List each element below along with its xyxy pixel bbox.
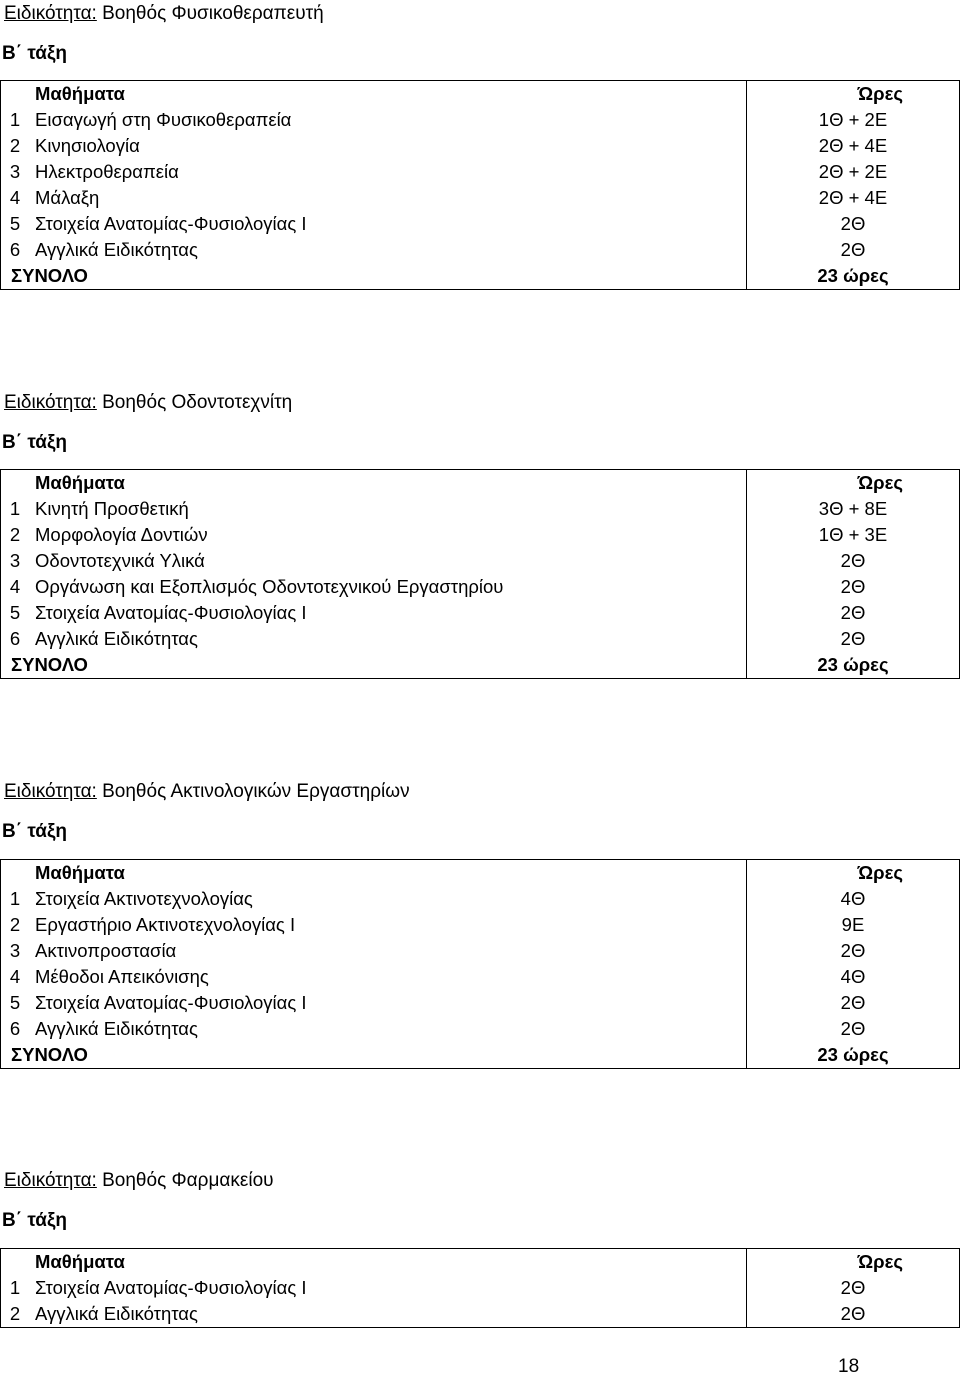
row-num: 6 — [1, 1016, 30, 1042]
row-num: 5 — [1, 600, 30, 626]
specialty-title — [0, 0, 960, 28]
specialty-label: Ειδικότητα: — [4, 3, 97, 24]
courses-table — [0, 469, 960, 679]
row-course: Μάλαξη — [29, 185, 747, 211]
total-value: 23 ώρες — [747, 263, 960, 290]
table-row — [1, 574, 960, 600]
table-row — [1, 990, 960, 1016]
specialty-name: Βοηθός Ακτινολογικών Εργαστηρίων — [96, 781, 410, 802]
header-hours: Ώρες — [747, 81, 960, 108]
table-row — [1, 496, 960, 522]
row-course: Εισαγωγή στη Φυσικοθεραπεία — [29, 107, 747, 133]
row-num: 3 — [1, 938, 30, 964]
table-row — [1, 886, 960, 912]
header-hours: Ώρες — [747, 860, 960, 887]
table-row — [1, 133, 960, 159]
total-row — [1, 263, 960, 290]
specialty-title — [0, 778, 960, 806]
header-course: Μαθήματα — [29, 470, 747, 497]
table-row — [1, 548, 960, 574]
row-hours: 2Θ — [747, 626, 960, 652]
header-course: Μαθήματα — [29, 1249, 747, 1276]
table-row — [1, 600, 960, 626]
row-hours: 3Θ + 8Ε — [747, 496, 960, 522]
row-hours: 2Θ — [747, 1301, 960, 1328]
row-hours: 2Θ — [747, 211, 960, 237]
courses-table — [0, 859, 960, 1069]
row-hours: 4Θ — [747, 886, 960, 912]
specialty-label: Ειδικότητα: — [4, 781, 97, 802]
section-dental-technician — [0, 389, 960, 457]
row-course: Οδοντοτεχνικά Υλικά — [29, 548, 747, 574]
table-row — [1, 964, 960, 990]
table-row — [1, 185, 960, 211]
row-num: 3 — [1, 159, 30, 185]
row-hours: 2Θ + 2Ε — [747, 159, 960, 185]
grade-label: Β΄ τάξη — [2, 1210, 68, 1231]
row-course: Αγγλικά Ειδικότητας — [29, 626, 747, 652]
table-row — [1, 107, 960, 133]
row-course: Στοιχεία Ανατομίας-Φυσιολογίας Ι — [29, 211, 747, 237]
total-value: 23 ώρες — [747, 1042, 960, 1069]
row-num: 5 — [1, 990, 30, 1016]
row-hours: 2Θ — [747, 1016, 960, 1042]
row-course: Μορφολογία Δοντιών — [29, 522, 747, 548]
row-hours: 2Θ — [747, 938, 960, 964]
row-course: Ακτινοπροστασία — [29, 938, 747, 964]
row-num: 1 — [1, 107, 30, 133]
row-hours: 2Θ — [747, 548, 960, 574]
row-course: Κινητή Προσθετική — [29, 496, 747, 522]
row-hours: 2Θ + 4Ε — [747, 185, 960, 211]
specialty-name: Βοηθός Φαρμακείου — [96, 1170, 274, 1191]
table-row — [1, 522, 960, 548]
row-num: 6 — [1, 626, 30, 652]
row-num: 3 — [1, 548, 30, 574]
courses-table — [0, 1248, 960, 1328]
header-hours: Ώρες — [747, 470, 960, 497]
total-label: ΣΥΝΟΛΟ — [1, 652, 747, 679]
row-hours: 2Θ + 4Ε — [747, 133, 960, 159]
table-row — [1, 1275, 960, 1301]
row-hours: 2Θ — [747, 574, 960, 600]
specialty-label: Ειδικότητα: — [4, 1170, 97, 1191]
table-row — [1, 626, 960, 652]
row-course: Στοιχεία Ανατομίας-Φυσιολογίας Ι — [29, 600, 747, 626]
row-num: 2 — [1, 1301, 30, 1328]
row-num: 1 — [1, 496, 30, 522]
grade-label: Β΄ τάξη — [2, 43, 68, 64]
header-course: Μαθήματα — [29, 81, 747, 108]
row-course: Στοιχεία Ανατομίας-Φυσιολογίας Ι — [29, 990, 747, 1016]
header-course: Μαθήματα — [29, 860, 747, 887]
row-hours: 4Θ — [747, 964, 960, 990]
table-row — [1, 1301, 960, 1328]
specialty-title — [0, 1167, 960, 1195]
table-header-row — [1, 860, 960, 887]
row-num: 2 — [1, 522, 30, 548]
row-course: Οργάνωση και Εξοπλισμός Οδοντοτεχνικού Εργαστηρίου — [29, 574, 747, 600]
row-hours: 1Θ + 2Ε — [747, 107, 960, 133]
section-pharmacy — [0, 1167, 960, 1235]
row-num: 1 — [1, 1275, 30, 1301]
row-hours: 1Θ + 3Ε — [747, 522, 960, 548]
row-hours: 9Ε — [747, 912, 960, 938]
row-hours: 2Θ — [747, 1275, 960, 1301]
page-number: 18 — [838, 1356, 860, 1377]
grade-label: Β΄ τάξη — [2, 432, 68, 453]
row-course: Αγγλικά Ειδικότητας — [29, 237, 747, 263]
courses-table — [0, 80, 960, 290]
row-hours: 2Θ — [747, 990, 960, 1016]
specialty-name: Βοηθός Φυσικοθεραπευτή — [96, 3, 324, 24]
table-header-row — [1, 81, 960, 108]
row-num: 6 — [1, 237, 30, 263]
row-num: 5 — [1, 211, 30, 237]
specialty-title — [0, 389, 960, 417]
row-hours: 2Θ — [747, 237, 960, 263]
table-row — [1, 211, 960, 237]
row-course: Αγγλικά Ειδικότητας — [29, 1016, 747, 1042]
table-header-row — [1, 1249, 960, 1276]
grade-label: Β΄ τάξη — [2, 821, 68, 842]
table-row — [1, 912, 960, 938]
table-header-row — [1, 470, 960, 497]
table-row — [1, 938, 960, 964]
table-row — [1, 237, 960, 263]
row-num: 1 — [1, 886, 30, 912]
row-course: Μέθοδοι Απεικόνισης — [29, 964, 747, 990]
row-course: Ηλεκτροθεραπεία — [29, 159, 747, 185]
table-row — [1, 159, 960, 185]
table-row — [1, 1016, 960, 1042]
row-course: Στοιχεία Ακτινοτεχνολογίας — [29, 886, 747, 912]
section-radiology-labs — [0, 778, 960, 846]
row-course: Εργαστήριο Ακτινοτεχνολογίας Ι — [29, 912, 747, 938]
row-num: 4 — [1, 574, 30, 600]
total-row — [1, 652, 960, 679]
header-hours: Ώρες — [747, 1249, 960, 1276]
row-course: Αγγλικά Ειδικότητας — [29, 1301, 747, 1328]
total-row — [1, 1042, 960, 1069]
row-num: 4 — [1, 964, 30, 990]
specialty-name: Βοηθός Οδοντοτεχνίτη — [96, 392, 293, 413]
section-physiotherapy — [0, 0, 960, 68]
row-hours: 2Θ — [747, 600, 960, 626]
specialty-label: Ειδικότητα: — [4, 392, 97, 413]
row-course: Κινησιολογία — [29, 133, 747, 159]
total-label: ΣΥΝΟΛΟ — [1, 263, 747, 290]
row-num: 2 — [1, 133, 30, 159]
row-course: Στοιχεία Ανατομίας-Φυσιολογίας Ι — [29, 1275, 747, 1301]
row-num: 2 — [1, 912, 30, 938]
row-num: 4 — [1, 185, 30, 211]
total-value: 23 ώρες — [747, 652, 960, 679]
total-label: ΣΥΝΟΛΟ — [1, 1042, 747, 1069]
